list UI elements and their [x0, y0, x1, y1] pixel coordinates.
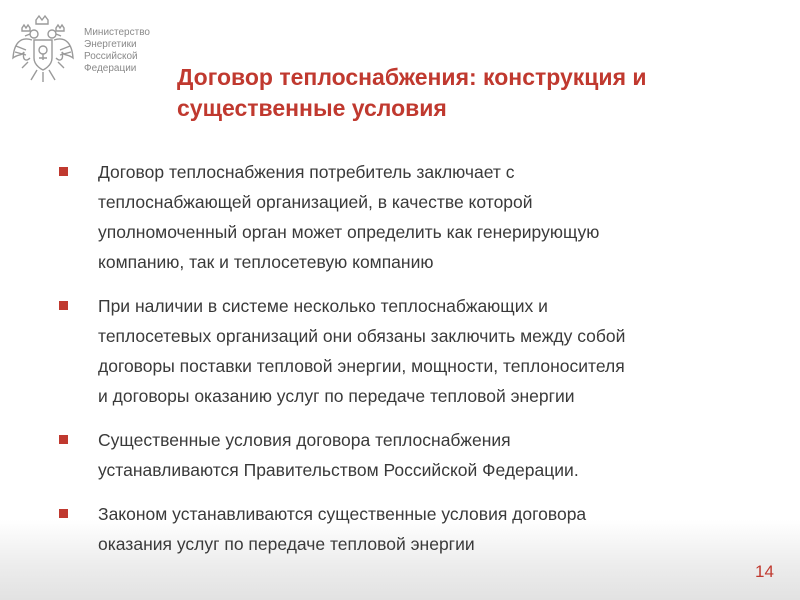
bullet-item [52, 157, 782, 277]
bullet-list [52, 157, 782, 573]
bullet-text-line: компанию, так и теплосетевую компанию [98, 252, 434, 272]
square-bullet-icon [59, 435, 68, 444]
square-bullet-icon [59, 509, 68, 518]
slide-title-line: существенные условия [177, 95, 447, 121]
bullet-text-line: Договор теплоснабжения потребитель заключает с [98, 162, 515, 182]
slide-title [177, 62, 777, 124]
page-number: 14 [755, 562, 774, 581]
ministry-line: Российской [84, 51, 138, 62]
bullet-item [52, 499, 782, 559]
bullet-text-line: уполномоченный орган может определить как генерирующую [98, 222, 600, 242]
square-bullet-icon [59, 301, 68, 310]
bullet-item [52, 425, 782, 485]
ministry-line: Энергетики [84, 39, 137, 50]
bullet-text-line: При наличии в системе несколько теплоснабжающих и [98, 296, 548, 316]
coat-of-arms-icon [10, 14, 76, 84]
bullet-text-line: Законом устанавливаются существенные условия договора [98, 504, 587, 524]
bullet-text-line: оказания услуг по передаче тепловой энергии [98, 534, 475, 554]
bullet-text-line: договоры поставки тепловой энергии, мощности, теплоносителя [98, 356, 625, 376]
bullet-text-line: и договоры оказанию услуг по передаче тепловой энергии [98, 386, 575, 406]
ministry-line: Министерство [84, 27, 150, 38]
bullet-text-line: теплоснабжающей организацией, в качестве которой [98, 192, 533, 212]
bullet-text-line: теплосетевых организаций они обязаны заключить между собой [98, 326, 626, 346]
ministry-name [84, 27, 150, 75]
bullet-text-line: Существенные условия договора теплоснабжения [98, 430, 511, 450]
ministry-line: Федерации [84, 63, 137, 74]
square-bullet-icon [59, 167, 68, 176]
bullet-text-line: устанавливаются Правительством Российской Федерации. [98, 460, 579, 480]
bullet-item [52, 291, 782, 411]
slide-title-line: Договор теплоснабжения: конструкция и [177, 64, 647, 90]
